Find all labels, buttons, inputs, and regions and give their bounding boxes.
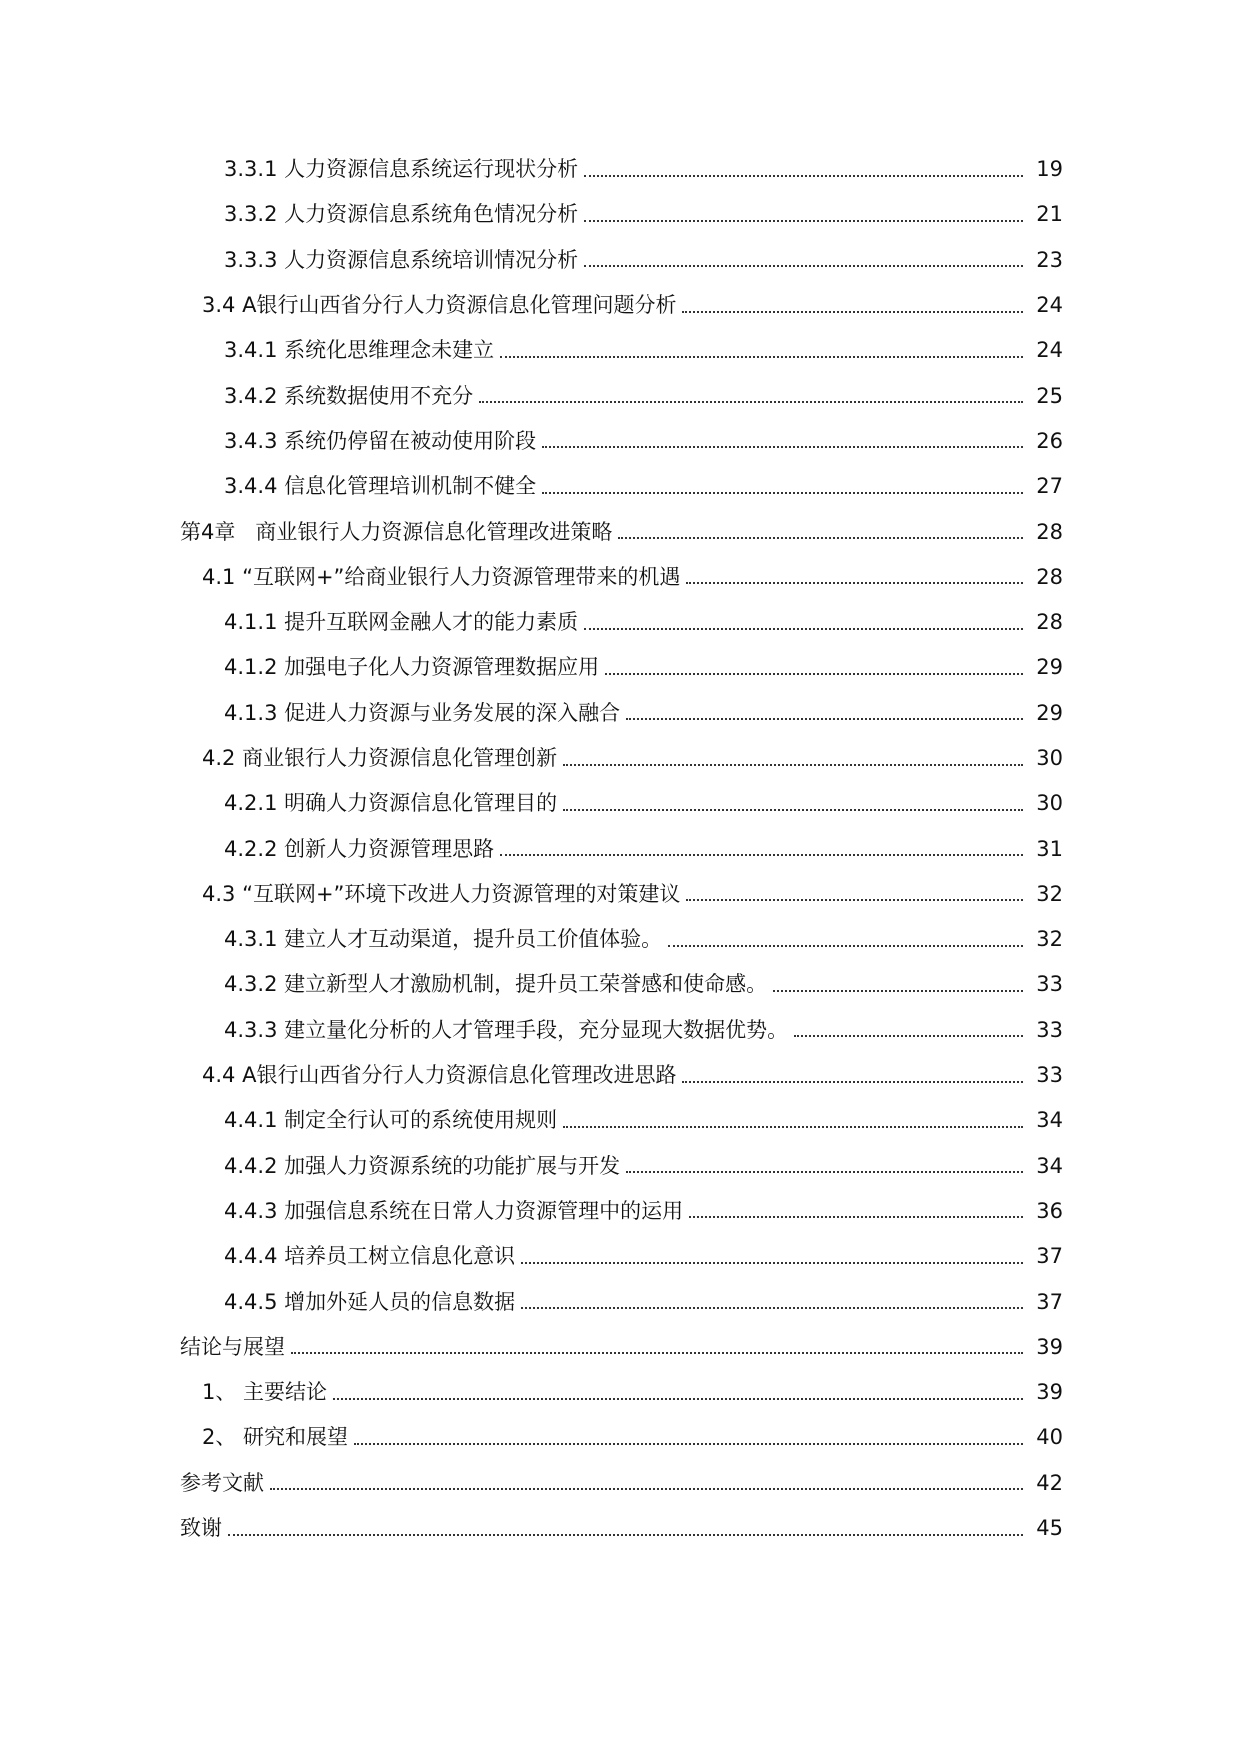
- toc-entry-page: 19: [1036, 157, 1063, 182]
- toc-entry[interactable]: [0, 781, 1241, 826]
- toc-entry[interactable]: [0, 283, 1241, 328]
- toc-entry-title: “互联网+”给商业银行人力资源管理带来的机遇: [242, 564, 681, 589]
- toc-entry[interactable]: [0, 1506, 1241, 1551]
- toc-entry-page: 34: [1036, 1153, 1063, 1178]
- toc-entry[interactable]: [0, 872, 1241, 917]
- dot-leader: [270, 1488, 1023, 1490]
- toc-entry[interactable]: [0, 373, 1241, 418]
- toc-entry-page: 40: [1036, 1425, 1063, 1450]
- dot-leader: [686, 899, 1023, 901]
- dot-leader: [618, 537, 1023, 539]
- toc-entry-title: 参考文献: [180, 1470, 264, 1495]
- dot-leader: [794, 1035, 1023, 1037]
- dot-leader: [354, 1443, 1023, 1445]
- toc-entry[interactable]: [0, 147, 1241, 192]
- dot-leader: [584, 175, 1023, 177]
- dot-leader: [584, 265, 1023, 267]
- dot-leader: [563, 1126, 1023, 1128]
- toc-entry-title: 商业银行人力资源信息化管理创新: [242, 746, 558, 770]
- toc-entry-number: 2、: [202, 1425, 244, 1450]
- toc-entry-title: 系统数据使用不充分: [284, 383, 474, 408]
- toc-entry[interactable]: [0, 328, 1241, 373]
- toc-entry[interactable]: [0, 917, 1241, 962]
- dot-leader: [682, 311, 1023, 313]
- toc-entry-title: “互联网+”环境下改进人力资源管理的对策建议: [242, 881, 681, 906]
- table-of-contents: [0, 147, 1241, 1551]
- toc-entry-page: 45: [1036, 1516, 1063, 1541]
- toc-entry-title: 主要结论: [243, 1380, 328, 1405]
- dot-leader: [686, 582, 1023, 584]
- toc-entry[interactable]: [0, 826, 1241, 871]
- toc-entry[interactable]: [0, 464, 1241, 509]
- toc-entry-number: 4.4: [202, 1063, 243, 1088]
- toc-entry-title: 促进人力资源与业务发展的深入融合: [284, 700, 621, 725]
- toc-entry-number: 3.4.4: [224, 474, 285, 499]
- toc-entry[interactable]: [0, 1008, 1241, 1053]
- toc-entry-number: 1、: [202, 1380, 244, 1405]
- toc-entry[interactable]: [0, 1325, 1241, 1370]
- toc-entry-number: 3.4.2: [224, 383, 285, 408]
- toc-entry-number: 4.4.3: [224, 1198, 285, 1223]
- toc-entry-title: 商业银行人力资源信息化管理改进策略: [242, 519, 613, 544]
- toc-entry-title: 提升互联网金融人才的能力素质: [284, 610, 579, 635]
- toc-entry-title: 人力资源信息系统运行现状分析: [284, 157, 579, 182]
- toc-entry-page: 21: [1036, 202, 1063, 227]
- dot-leader: [773, 990, 1023, 992]
- toc-entry-number: 4.3: [202, 881, 243, 906]
- toc-entry-title: 建立新型人才激励机制，提升员工荣誉感和使命感。: [284, 972, 768, 997]
- toc-entry-number: 4.1: [202, 564, 243, 589]
- toc-entry-page: 37: [1036, 1244, 1063, 1269]
- toc-entry[interactable]: [0, 509, 1241, 554]
- toc-entry-number: 4.2.1: [224, 791, 285, 816]
- dot-leader: [584, 628, 1023, 630]
- toc-entry-title: 建立人才互动渠道，提升员工价值体验。: [284, 927, 663, 952]
- toc-entry-number: 4.3.2: [224, 972, 285, 997]
- toc-entry[interactable]: [0, 736, 1241, 781]
- toc-entry-number: 4.4.2: [224, 1153, 285, 1178]
- toc-entry-title: 加强信息系统在日常人力资源管理中的运用: [284, 1198, 684, 1223]
- toc-entry[interactable]: [0, 1461, 1241, 1506]
- dot-leader: [626, 718, 1023, 720]
- toc-entry[interactable]: [0, 1144, 1241, 1189]
- toc-entry-title: A银行山西省分行人力资源信息化管理改进思路: [242, 1063, 677, 1088]
- toc-entry-page: 26: [1036, 428, 1063, 453]
- toc-entry[interactable]: [0, 1279, 1241, 1324]
- toc-entry-page: 28: [1036, 519, 1063, 544]
- toc-entry[interactable]: [0, 600, 1241, 645]
- toc-entry-title: 人力资源信息系统培训情况分析: [284, 247, 579, 272]
- dot-leader: [542, 492, 1023, 494]
- toc-entry-page: 27: [1036, 474, 1063, 499]
- toc-entry-number: 3.3.2: [224, 202, 285, 227]
- dot-leader: [521, 1307, 1023, 1309]
- toc-entry-title: A银行山西省分行人力资源信息化管理问题分析: [242, 293, 677, 318]
- toc-entry-page: 32: [1036, 927, 1063, 952]
- dot-leader: [542, 446, 1023, 448]
- toc-entry-title: 加强人力资源系统的功能扩展与开发: [284, 1153, 621, 1178]
- toc-entry-title: 建立量化分析的人才管理手段，充分显现大数据优势。: [284, 1017, 789, 1042]
- toc-entry-title: 信息化管理培训机制不健全: [284, 474, 537, 499]
- dot-leader: [626, 1171, 1023, 1173]
- toc-entry-page: 24: [1036, 293, 1063, 318]
- dot-leader: [500, 356, 1023, 358]
- toc-entry-page: 24: [1036, 338, 1063, 363]
- toc-entry-title: 增加外延人员的信息数据: [284, 1289, 516, 1314]
- toc-entry[interactable]: [0, 1053, 1241, 1098]
- toc-entry-page: 42: [1036, 1470, 1063, 1495]
- toc-entry[interactable]: [0, 419, 1241, 464]
- dot-leader: [291, 1352, 1023, 1354]
- toc-entry-number: 3.4.1: [224, 338, 285, 363]
- dot-leader: [584, 220, 1023, 222]
- toc-entry-page: 39: [1036, 1334, 1063, 1359]
- toc-entry[interactable]: [0, 192, 1241, 237]
- toc-entry[interactable]: [0, 1415, 1241, 1460]
- dot-leader: [563, 764, 1023, 766]
- dot-leader: [228, 1534, 1023, 1536]
- toc-entry-number: 3.3.1: [224, 157, 285, 182]
- toc-entry-page: 36: [1036, 1198, 1063, 1223]
- toc-entry[interactable]: [0, 1234, 1241, 1279]
- toc-entry[interactable]: [0, 645, 1241, 690]
- toc-entry-title: 系统化思维理念未建立: [284, 338, 495, 363]
- toc-entry[interactable]: [0, 555, 1241, 600]
- toc-entry-title: 结论与展望: [180, 1334, 285, 1359]
- dot-leader: [668, 945, 1023, 947]
- toc-entry-number: 3.3.3: [224, 247, 285, 272]
- toc-entry-page: 34: [1036, 1108, 1063, 1133]
- dot-leader: [333, 1398, 1023, 1400]
- dot-leader: [605, 673, 1023, 675]
- toc-entry-number: 3.4.3: [224, 428, 285, 453]
- toc-entry-number: 4.4.4: [224, 1244, 285, 1269]
- toc-entry-number: 4.3.3: [224, 1017, 285, 1042]
- toc-entry-title: 致谢: [180, 1516, 222, 1541]
- toc-entry[interactable]: [0, 691, 1241, 736]
- toc-entry[interactable]: [0, 238, 1241, 283]
- toc-entry-number: 4.1.2: [224, 655, 285, 680]
- toc-entry-title: 培养员工树立信息化意识: [284, 1244, 516, 1269]
- toc-entry-number: 4.2: [202, 746, 243, 770]
- toc-entry-number: 3.4: [202, 293, 243, 318]
- toc-entry-page: 29: [1036, 655, 1063, 680]
- dot-leader: [563, 809, 1023, 811]
- toc-entry-page: 31: [1036, 836, 1063, 861]
- toc-entry-page: 37: [1036, 1289, 1063, 1314]
- toc-entry-page: 25: [1036, 383, 1063, 408]
- toc-entry-number: 4.1.3: [224, 700, 285, 725]
- toc-entry[interactable]: [0, 1098, 1241, 1143]
- toc-entry-title: 创新人力资源管理思路: [284, 836, 495, 861]
- toc-entry-page: 28: [1036, 610, 1063, 635]
- dot-leader: [521, 1262, 1023, 1264]
- toc-entry-number: 4.1.1: [224, 610, 285, 635]
- toc-entry[interactable]: [0, 1370, 1241, 1415]
- toc-entry-page: 32: [1036, 881, 1063, 906]
- toc-entry-number: 4.4.1: [224, 1108, 285, 1133]
- dot-leader: [479, 401, 1023, 403]
- dot-leader: [682, 1081, 1023, 1083]
- toc-entry-title: 明确人力资源信息化管理目的: [284, 791, 558, 816]
- toc-entry-page: 23: [1036, 247, 1063, 272]
- toc-entry-page: 28: [1036, 564, 1063, 589]
- toc-entry[interactable]: [0, 962, 1241, 1007]
- toc-entry-title: 加强电子化人力资源管理数据应用: [284, 655, 600, 680]
- dot-leader: [500, 854, 1023, 856]
- toc-entry-number: 4.2.2: [224, 836, 285, 861]
- dot-leader: [689, 1216, 1023, 1218]
- toc-entry-number: 4.3.1: [224, 927, 285, 952]
- toc-entry-page: 30: [1036, 791, 1063, 816]
- toc-entry-title: 人力资源信息系统角色情况分析: [284, 202, 579, 227]
- toc-entry-title: 制定全行认可的系统使用规则: [284, 1108, 558, 1133]
- toc-entry[interactable]: [0, 1189, 1241, 1234]
- toc-entry-title: 研究和展望: [243, 1425, 349, 1450]
- toc-entry-page: 33: [1036, 1017, 1063, 1042]
- toc-entry-number: 4.4.5: [224, 1289, 285, 1314]
- toc-entry-number: 第4章: [180, 519, 243, 544]
- toc-entry-title: 系统仍停留在被动使用阶段: [284, 428, 537, 453]
- toc-entry-page: 39: [1036, 1380, 1063, 1405]
- toc-entry-page: 33: [1036, 1063, 1063, 1088]
- toc-entry-page: 29: [1036, 700, 1063, 725]
- toc-entry-page: 33: [1036, 972, 1063, 997]
- toc-entry-page: 30: [1036, 746, 1063, 770]
